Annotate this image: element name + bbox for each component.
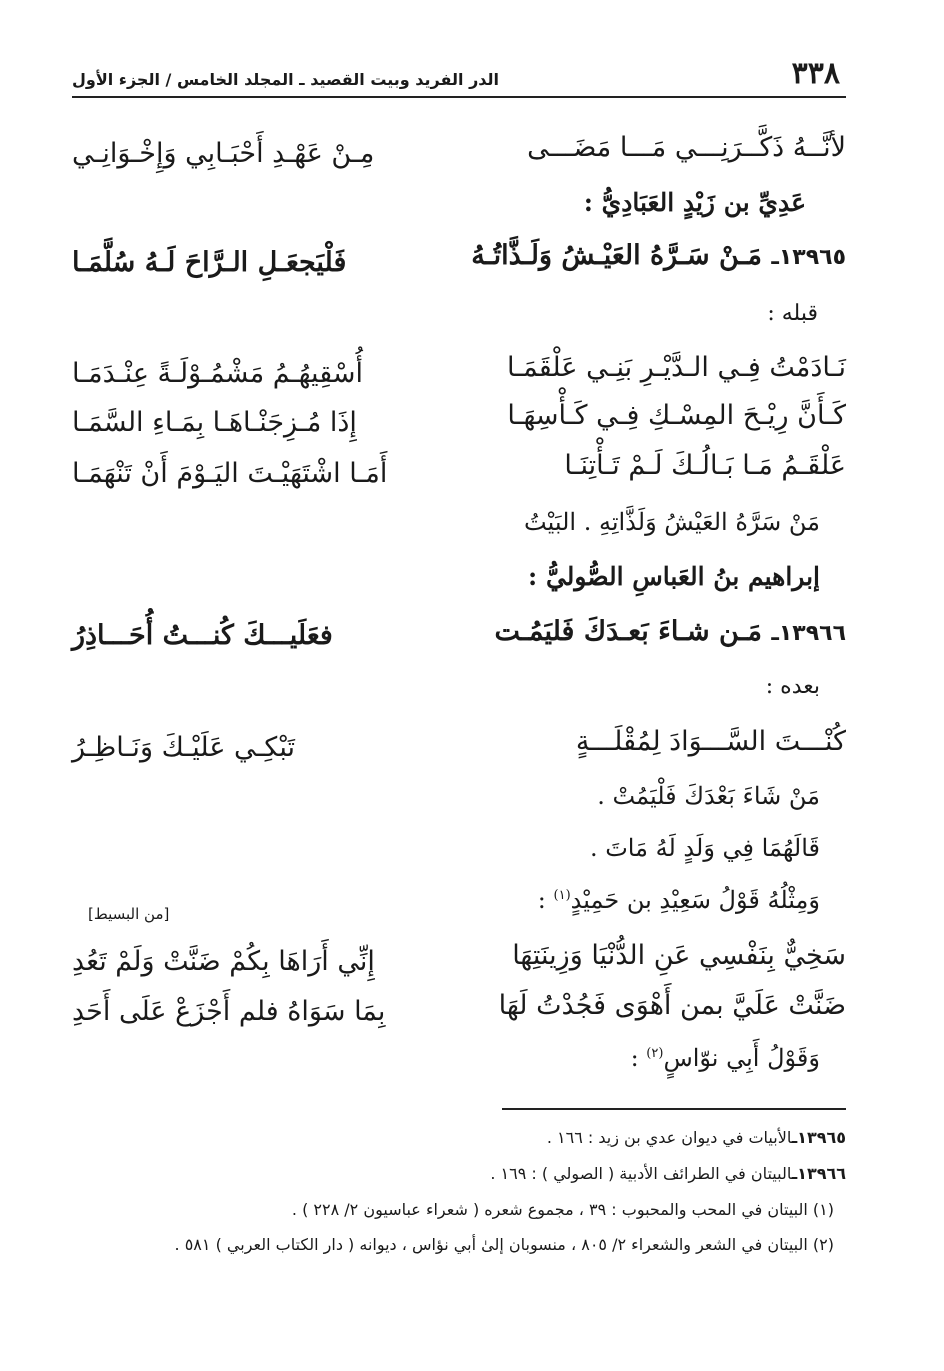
footnote-separator [502, 1108, 846, 1110]
entry-13966-right [466, 616, 846, 647]
footnote-13965-id: ١٣٩٦٥ـ [791, 1128, 846, 1147]
line-abu-nuwas [631, 1044, 820, 1072]
verse-d-right: كُنْـــتَ السَّـــوَادَ لِمُقْلَـــةٍ [575, 726, 846, 757]
entry-13965-right-text: مَـنْ سَـرَّهُ العَيْـشُ وَلَـذَّاتُـهُ [471, 240, 762, 271]
verse-b-right: كَـأَنَّ رِيْـحَ المِسْـكِ فِـي كَـأْسِهَـا [507, 400, 846, 431]
verse-b-left: إِذَا مُـزِجَنْـاهَـا بِمَـاءِ السَّمَـا [72, 407, 357, 438]
label-qablahu: قبله : [767, 301, 818, 326]
label-badahu: بعده : [765, 674, 820, 699]
line-mithluhu-colon: : [537, 886, 554, 914]
verse-d-left: تَبْكِـي عَلَيْـكَ وَنَـاظِـرُ [72, 732, 296, 763]
footnote-ref-2[interactable]: (٢) [646, 1046, 664, 1061]
verse-e-left: إِنِّي أَرَاهَا بِكُمْ ضَنَّتْ وَلَمْ تَعُدِ [72, 946, 375, 977]
line-mithluhu-text: وَمِثْلُهُ قَوْلُ سَعِيْدِ بن حَمِيْدٍ [570, 886, 820, 914]
page-number: ٣٣٨ [791, 56, 840, 91]
entry-13965-right [466, 240, 846, 271]
footnote-ref-1[interactable]: (١) [553, 888, 571, 903]
verse-a-left: أُسْقِيهُـمُ مَشْمُـوْلَـةً عِنْـدَمَـا [72, 358, 363, 389]
footnote-13966-text: البيتان في الطرائف الأدبية ( الصولي ) : ١٦٩ . [490, 1164, 792, 1183]
footnote-2-text: البيتان في الشعر والشعراء ٢/ ٨٠٥ ، منسوبان إلىٰ أبي نؤاس ، ديوانه ( دار الكتاب العربي ) ٥٨١ . [174, 1235, 808, 1254]
verse-c-left: أَمَـا اشْتَهَيْـتَ اليَـوْمَ أَنْ تَنْهَمَـا [72, 458, 388, 489]
verse-f-left: بِمَا سَوَاهُ فلم أَجْزَعْ عَلَى أَحَدِ [72, 996, 386, 1027]
line-abu-nuwas-colon: : [630, 1044, 647, 1072]
verse-a-right: نَـادَمْتُ فِـي الـدَّيْـرِ بَنِـي عَلْقَمَـا [507, 352, 846, 383]
verse-c-right: عَلْقَـمُ مَـا بَـالُـكَ لَـمْ تَـأْتِنَـا [564, 450, 846, 481]
poet-name-suli: إبراهيم بنُ العَباسِ الصُّوليُّ : [528, 562, 820, 591]
line-mithluhu [538, 886, 820, 914]
verse-0-left-hemistich: مِـنْ عَهْـدِ أَحْبَـابِي وَإِخْـوَانِـي [72, 138, 375, 169]
meter-label: [من البسيط] [88, 905, 170, 923]
entry-13966-left: فعَلَيـــكَ كُنـــتُ أُحَـــاذِرُ [72, 620, 333, 651]
verse-f-right: ضَنَّتْ عَلَيَّ بمن أَهْوَى فَجُدْتُ لَهَا [498, 990, 846, 1021]
footnote-13965 [547, 1128, 846, 1147]
line-qalahuma: قَالَهُمَا فِي وَلَدٍ لَهُ مَاتَ . [589, 834, 820, 862]
line-man-shaa: مَنْ شَاءَ بَعْدَكَ فَلْيَمُتْ . [597, 782, 820, 810]
entry-13965-number: ١٣٩٦٥ـ [771, 245, 846, 270]
footnote-1-id: (١) [812, 1200, 834, 1219]
verse-e-right: سَخِيٌّ بِنَفْسِي عَنِ الدُّنْيَا وَزِينَتِهَا [512, 940, 846, 971]
footnote-1 [292, 1200, 834, 1219]
verse-0-right-hemistich: لأنَّــهُ ذَكَّــرَنِـــي مَـــا مَضَـــى [527, 132, 846, 163]
line-abu-nuwas-text: وَقَوْلُ أَبِي نوّاسٍ [663, 1044, 820, 1072]
footnote-13965-text: الأبيات في ديوان عدي بن زيد : ١٦٦ . [546, 1128, 792, 1147]
entry-13966-number: ١٣٩٦٦ـ [771, 621, 846, 646]
running-title: الدر الفريد وبيت القصيد ـ المجلد الخامس / الجزء الأول [72, 70, 500, 89]
poet-name-adi: عَدِيِّ بن زَيْدٍ العَبَادِيُّ : [583, 188, 806, 217]
entry-13965-left: فَلْيَجعَـلِ الـرَّاحَ لَـهُ سُلَّمَـا [72, 247, 347, 278]
page [72, 50, 846, 1350]
page-header [72, 50, 846, 98]
footnote-1-text: البيتان في المحب والمحبوب : ٣٩ ، مجموع شعره ( شعراء عباسيون ٢/ ٢٢٨ ) . [291, 1200, 808, 1219]
footnote-2 [74, 1230, 834, 1260]
footnote-13966-id: ١٣٩٦٦ـ [791, 1164, 846, 1183]
footnote-2-id: (٢) [812, 1235, 834, 1254]
footnote-13966 [490, 1164, 846, 1183]
entry-13966-right-text: مَـن شـاءَ بَعـدَكَ فَليَمُـت [494, 616, 762, 647]
line-bayt: مَنْ سَرَّهُ العَيْشُ وَلَذَّاتِهِ . البَيْتُ [524, 508, 820, 536]
